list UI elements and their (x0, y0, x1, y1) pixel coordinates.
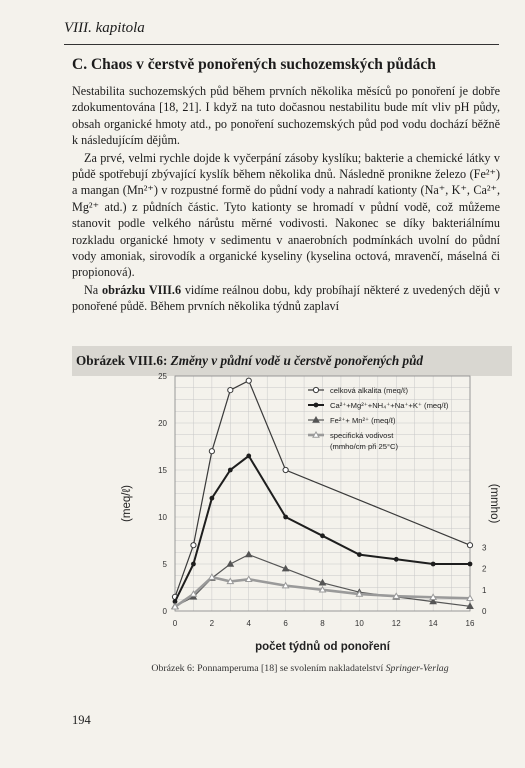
x-tick-label: 0 (172, 619, 178, 628)
x-tick-label: 4 (246, 619, 251, 628)
data-point (283, 467, 288, 472)
figure-label: Obrázek VIII.6: (76, 353, 168, 368)
section-title: C. Chaos v čerstvě ponořených suchozemských půdách (72, 56, 436, 73)
x-tick-label: 14 (428, 619, 438, 628)
data-point (313, 387, 318, 392)
figure-title-text: Změny v půdní vodě u čerstvě ponořených půd (170, 353, 424, 368)
data-point (467, 543, 472, 548)
x-tick-label: 2 (209, 619, 215, 628)
figure-caption (90, 663, 510, 674)
legend-label: Ca²⁺+Mg²⁺+NH₄⁺+Na⁺+K⁺ (meq/ℓ) (330, 401, 449, 410)
data-point (191, 543, 196, 548)
soil-water-chart (100, 368, 500, 663)
data-point (228, 388, 233, 393)
paragraph-3 (72, 282, 500, 315)
y-left-tick-label: 25 (158, 372, 167, 381)
y-right-axis-label: (mmho) (488, 483, 500, 524)
x-tick-label: 8 (320, 619, 325, 628)
y-right-tick-label: 0 (482, 607, 487, 616)
x-tick-label: 12 (391, 619, 401, 628)
data-point (246, 454, 251, 459)
page-number: 194 (72, 713, 91, 727)
paragraph-1: Nestabilita suchozemských půd během prvních několika měsíců po ponoření je dobře zdokumentována [18, 21]. I když na tuto dočasnou nestabilitu bude mít vliv pH půdy, obsah organické hmoty atd., po ponoření suchozemských půd pod vodu dochází běžně k následujícím dějům. (72, 84, 500, 148)
header-rule (64, 44, 499, 45)
figure-title (76, 353, 516, 369)
y-right-tick-label: 3 (482, 543, 487, 553)
y-right-tick-label: 2 (482, 564, 487, 574)
data-point (209, 496, 214, 501)
figure-reference: obrázku VIII.6 (101, 282, 182, 297)
legend-label: (mmho/cm při 25°C) (330, 442, 399, 451)
y-left-tick-label: 5 (162, 560, 167, 569)
caption-publisher: Springer-Verlag (385, 663, 449, 674)
legend-label: Fe²⁺+ Mn²⁺ (meq/ℓ) (330, 416, 396, 425)
x-tick-label: 16 (465, 619, 475, 628)
y-left-tick-label: 0 (162, 607, 167, 616)
y-left-tick-label: 10 (158, 513, 167, 522)
paragraph-3-lead: Na (84, 282, 102, 297)
data-point (357, 552, 362, 557)
data-point (431, 562, 436, 567)
data-point (320, 533, 325, 538)
body-text (72, 83, 500, 316)
legend-label: celková alkalita (meq/ℓ) (330, 386, 408, 395)
paragraph-3-rest: vidíme reálnou dobu, kdy probíhají některé z uvedených dějů v ponořené půdě. Během prvních několika týdnů zaplaví (72, 282, 500, 314)
data-point (246, 378, 251, 383)
y-left-tick-label: 20 (158, 419, 167, 428)
data-point (394, 557, 399, 562)
x-axis-label: počet týdnů od ponoření (255, 641, 390, 653)
running-head: VIII. kapitola (64, 20, 145, 36)
y-right-tick-label: 1 (482, 585, 487, 595)
caption-text: Obrázek 6: Ponnamperuma [18] se svolením nakladatelství (151, 663, 386, 674)
data-point (209, 449, 214, 454)
data-point (191, 562, 196, 567)
x-tick-label: 6 (283, 619, 288, 628)
y-left-axis-label: (meq/ℓ) (121, 485, 133, 522)
x-tick-label: 10 (354, 619, 364, 628)
data-point (468, 562, 473, 567)
paragraph-2: Za prvé, velmi rychle dojde k vyčerpání zásoby kyslíku; bakterie a chemické látky v půdě spotřebují zbývající kyslík během několika dnů. Následně pronikne železo (Fe²⁺) a mangan (Mn²⁺) v rozpustné formě do půdní vody a nahradí kationty (Na⁺, K⁺, Ca²⁺, Mg²⁺ atd.) z půdních částic. Tyto kationty se hromadí v půdní vodě, což můžeme stanovit podle velkého nárůstu měrné vodivosti. Nakonec se díky bakteriálnímu rozkladu organické hmoty v sedimentu v anaerobních podmínkách uvolní do půdní vody amoniak, sirovodík a organické kyseliny (kyselina octová, mravenčí, máselná či propionová). (72, 150, 500, 280)
legend-label: specifická vodivost (330, 431, 394, 440)
data-point (314, 403, 319, 408)
data-point (283, 515, 288, 520)
data-point (228, 468, 233, 473)
y-left-tick-label: 15 (158, 466, 167, 475)
